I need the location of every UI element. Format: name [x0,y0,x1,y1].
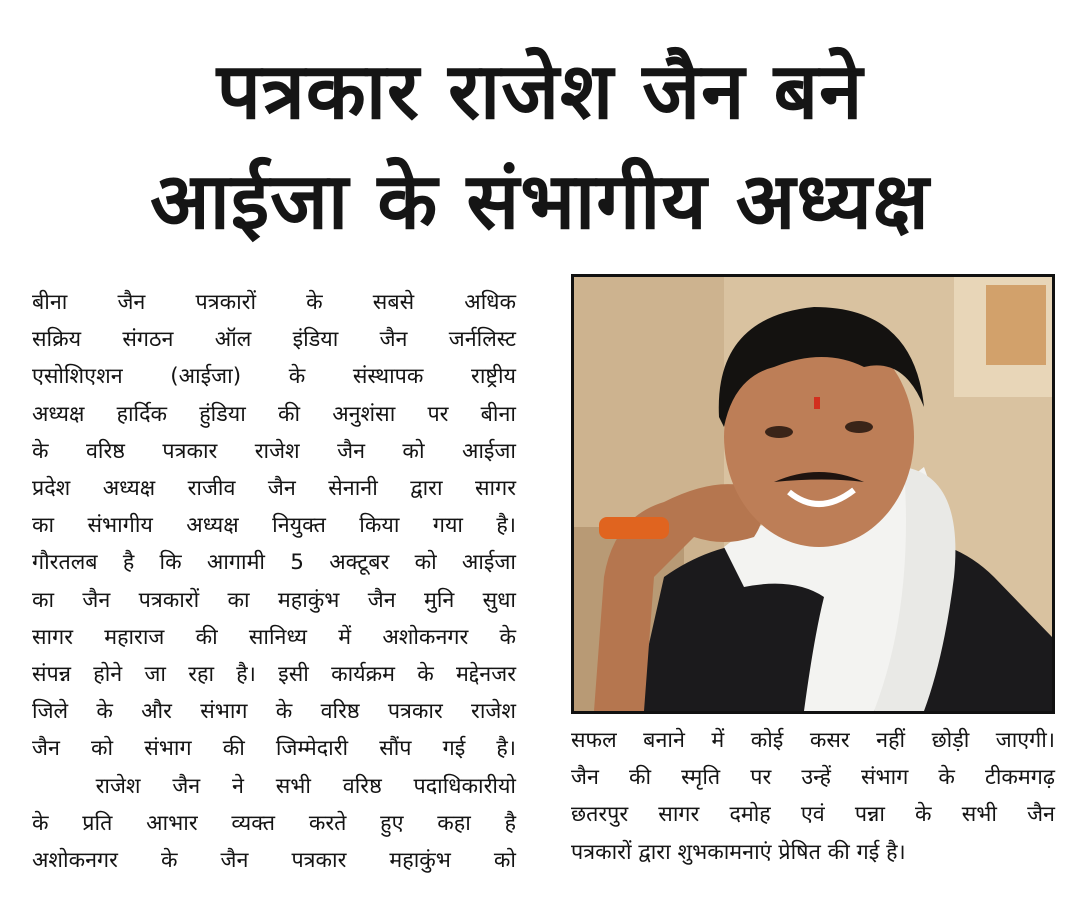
article-line: सागर महाराज की सानिध्य में अशोकनगर के [32,624,516,650]
article-line: सक्रिय संगठन ऑल इंडिया जैन जर्नलिस्ट [32,327,516,353]
article-line: के प्रति आभार व्यक्त करते हुए कहा है [32,810,516,836]
article-line: के वरिष्ठ पत्रकार राजेश जैन को आईजा [32,438,516,464]
article-line: का संभागीय अध्यक्ष नियुक्त किया गया है। [32,513,516,539]
article-line: अशोकनगर के जैन पत्रकार महाकुंभ को [32,848,516,874]
article-line: एसोशिएशन (आईजा) के संस्थापक राष्ट्रीय [32,364,516,390]
article-line: पत्रकारों द्वारा शुभकामनाएं प्रेषित की गई है। [571,839,906,865]
article-line: जैन को संभाग की जिम्मेदारी सौंप गई है। [32,736,516,762]
article-line: अध्यक्ष हार्दिक हुंडिया की अनुशंसा पर बीना [32,401,516,427]
article-line: छतरपुर सागर दमोह एवं पन्ना के सभी जैन [571,802,1055,828]
article-line: संपन्न होने जा रहा है। इसी कार्यक्रम के मद्देनजर [32,662,516,688]
article-line: गौरतलब है कि आगामी 5 अक्टूबर को आईजा [32,550,516,576]
headline-line-2: आईजा के संभागीय अध्यक्ष [150,157,930,247]
article-left-column [32,284,516,879]
headline-line-1: पत्रकार राजेश जैन बने [216,47,864,137]
article-line: बीना जैन पत्रकारों के सबसे अधिक [32,290,516,315]
article-line: जिले के और संभाग के वरिष्ठ पत्रकार राजेश [32,699,516,725]
article-line: का जैन पत्रकारों का महाकुंभ जैन मुनि सुधा [32,587,516,613]
article-right-column [571,722,1055,871]
article-line: प्रदेश अध्यक्ष राजीव जैन सेनानी द्वारा सागर [32,476,516,502]
article-line: सफल बनाने में कोई कसर नहीं छोड़ी जाएगी। [571,728,1055,753]
portrait-photo [571,274,1055,714]
article-line: राजेश जैन ने सभी वरिष्ठ पदाधिकारीयो [32,773,516,799]
article-line: जैन की स्मृति पर उन्हें संभाग के टीकमगढ़ [571,765,1055,791]
